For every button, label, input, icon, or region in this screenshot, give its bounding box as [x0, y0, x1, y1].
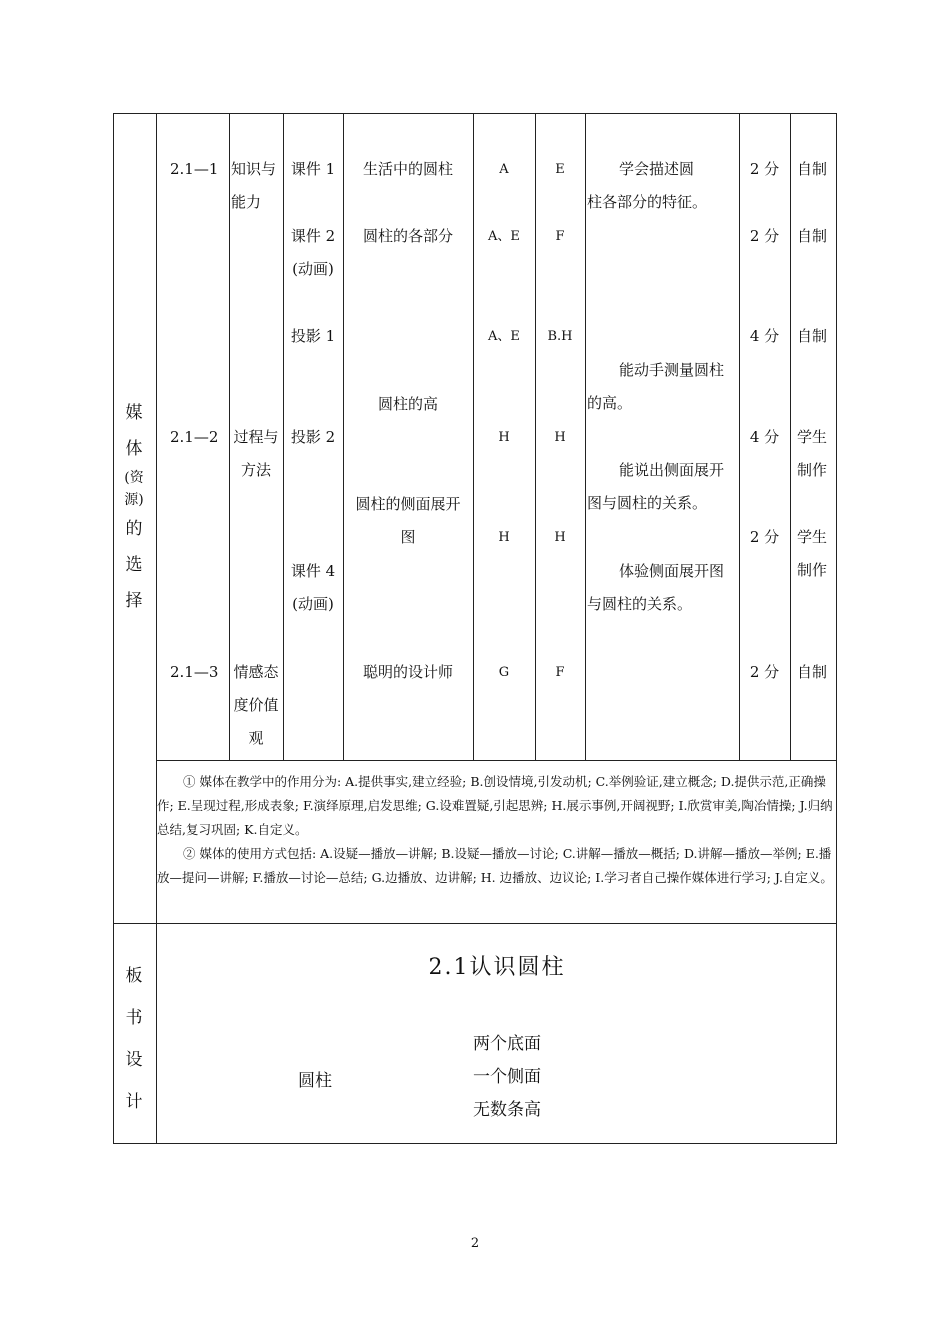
media-role: G — [498, 665, 510, 680]
media-content: 圆柱的侧面展开 图 — [355, 495, 461, 546]
media-type: 课件 1 — [290, 160, 336, 178]
source: 学生 制作 — [797, 428, 828, 479]
objective-code: 2.1—3 — [170, 663, 219, 681]
source: 自制 — [797, 160, 828, 178]
board-title: 2.1认识圆柱 — [428, 955, 566, 980]
duration: 4 分 — [749, 428, 780, 446]
divider — [113, 923, 837, 924]
divider — [790, 113, 791, 760]
board-point: 两个底面 — [473, 1034, 541, 1054]
media-role: H — [498, 530, 510, 545]
divider — [156, 760, 837, 761]
goal-type: 知识与 能力 — [231, 160, 277, 211]
board-points — [473, 1028, 541, 1127]
board-section-label: 板 书 设 计 — [125, 966, 143, 1112]
source: 自制 — [797, 227, 828, 245]
objective-code: 2.1—1 — [170, 160, 219, 178]
media-role: A、E — [488, 329, 520, 344]
usage-method: H — [554, 430, 566, 445]
usage-method: H — [554, 530, 566, 545]
source: 学生 制作 — [797, 528, 828, 579]
media-content: 聪明的设计师 — [362, 663, 453, 681]
board-main: 圆柱 — [298, 1071, 332, 1091]
duration: 2 分 — [749, 160, 780, 178]
expected-effect: 体验侧面展开图 与圆柱的关系。 — [587, 562, 725, 613]
divider — [585, 113, 586, 760]
duration: 2 分 — [749, 227, 780, 245]
media-role: A、E — [488, 229, 520, 244]
expected-effect: 能说出侧面展开 图与圆柱的关系。 — [587, 461, 725, 512]
usage-method: E — [555, 162, 565, 177]
table-frame — [113, 113, 837, 1144]
expected-effect: 学会描述圆 柱各部分的特征。 — [587, 160, 708, 211]
usage-method: F — [555, 665, 565, 680]
media-content: 生活中的圆柱 — [362, 160, 453, 178]
duration: 2 分 — [749, 528, 780, 546]
source: 自制 — [797, 327, 828, 345]
duration: 2 分 — [749, 663, 780, 681]
note-roles: ① 媒体在教学中的作用分为: A.提供事实,建立经验; B.创设情境,引发动机; C.举例验证,建立概念; D.提供示范,正确操作; E.呈现过程,形成表象; F.演绎原理,启发思维; G.设难置疑,引起思辨; H.展示事例,开阔视野; I.欣赏审美,陶冶情操; J.归纳总结,复习巩固; K.自定义。 — [157, 774, 833, 837]
usage-method: F — [555, 229, 565, 244]
media-content: 圆柱的各部分 — [362, 227, 453, 245]
usage-method: B.H — [547, 329, 573, 344]
page-number: 2 — [470, 1236, 480, 1251]
media-role: H — [498, 430, 510, 445]
duration: 4 分 — [749, 327, 780, 345]
divider — [156, 113, 157, 1144]
board-point: 一个侧面 — [473, 1067, 541, 1087]
expected-effect: 能动手测量圆柱 的高。 — [587, 361, 725, 412]
goal-type: 过程与 方法 — [233, 428, 279, 479]
notes — [157, 770, 837, 890]
goal-type: 情感态 度价值 观 — [233, 663, 279, 747]
media-role: A — [499, 162, 509, 177]
media-section-label: 媒 体 (资 源) 的 选 择 — [124, 403, 144, 611]
media-type: 课件 2 (动画) — [290, 227, 336, 278]
media-type: 投影 1 — [290, 327, 336, 345]
media-content: 圆柱的高 — [377, 395, 438, 413]
media-type: 课件 4 (动画) — [290, 562, 336, 613]
board-point: 无数条高 — [473, 1100, 541, 1120]
media-type: 投影 2 — [290, 428, 336, 446]
source: 自制 — [797, 663, 828, 681]
objective-code: 2.1—2 — [170, 428, 219, 446]
note-usage: ② 媒体的使用方式包括: A.设疑—播放—讲解; B.设疑—播放—讨论; C.讲解—播放—概括; D.讲解—播放—举例; E.播放—提问—讲解; F.播放—讨论—总结; G.边播放、边讲解; H. 边播放、边议论; I.学习者自己操作媒体进行学习; J.自定义。 — [157, 846, 833, 885]
